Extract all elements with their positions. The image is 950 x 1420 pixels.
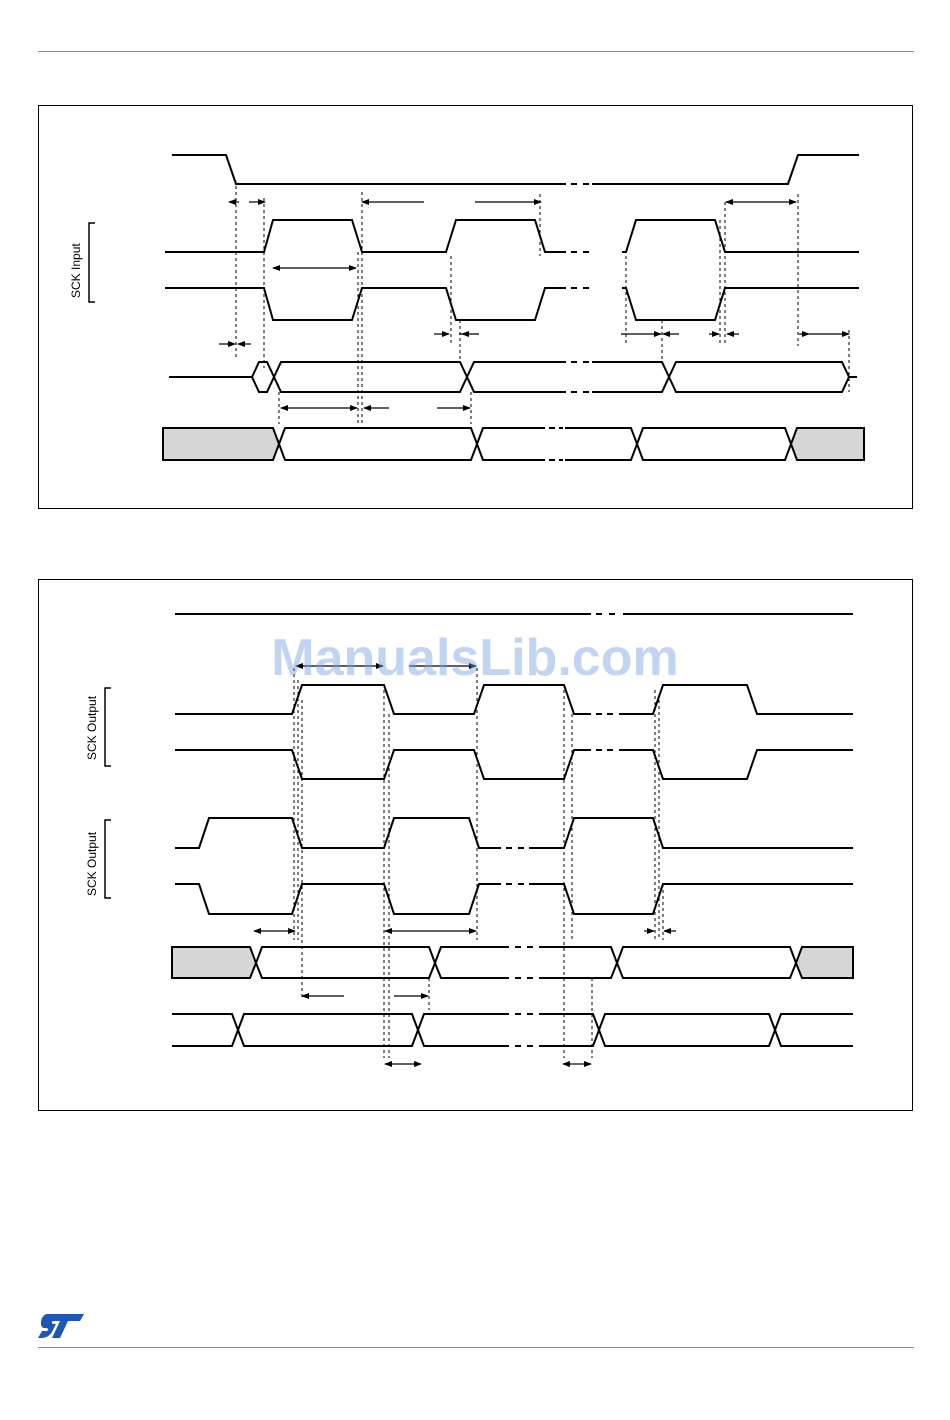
miso-dontcare-start-2 xyxy=(172,947,256,978)
miso-bus-2 xyxy=(256,947,796,978)
timing-diagram-sck-output xyxy=(38,579,913,1111)
mosi-bus-2 xyxy=(172,1014,853,1046)
timing-diagram-sck-input xyxy=(38,105,913,509)
sck-output-bracket-upper xyxy=(105,688,111,766)
sck-out-cpol0-b xyxy=(175,818,853,848)
miso-dontcare-end-2 xyxy=(796,947,853,978)
sck-cpol1-waveform xyxy=(165,288,859,320)
sck-cpol0-waveform xyxy=(165,220,859,252)
timing-waveforms-1 xyxy=(39,106,914,510)
sck-out-cpol1-b xyxy=(175,884,853,914)
sck-output-bracket-lower xyxy=(105,820,111,898)
st-logo-icon xyxy=(38,1312,86,1340)
sck-out-cpol0-a xyxy=(175,685,853,714)
sck-input-label: SCK Input xyxy=(69,243,83,298)
sck-output-label-lower: SCK Output xyxy=(85,831,99,896)
sck-out-cpol1-a xyxy=(175,750,853,779)
mosi-dontcare-end xyxy=(791,428,864,460)
footer-rule xyxy=(38,1347,914,1348)
timing-waveforms-2 xyxy=(39,580,914,1112)
header-rule xyxy=(38,51,914,52)
ss-waveform xyxy=(172,155,859,184)
watermark: ManualsLib.com xyxy=(271,629,679,687)
sck-output-label-upper: SCK Output xyxy=(85,695,99,760)
mosi-dontcare-start xyxy=(163,428,279,460)
miso-bus xyxy=(169,362,857,392)
mosi-bus xyxy=(279,428,791,460)
sck-input-bracket xyxy=(89,223,95,302)
